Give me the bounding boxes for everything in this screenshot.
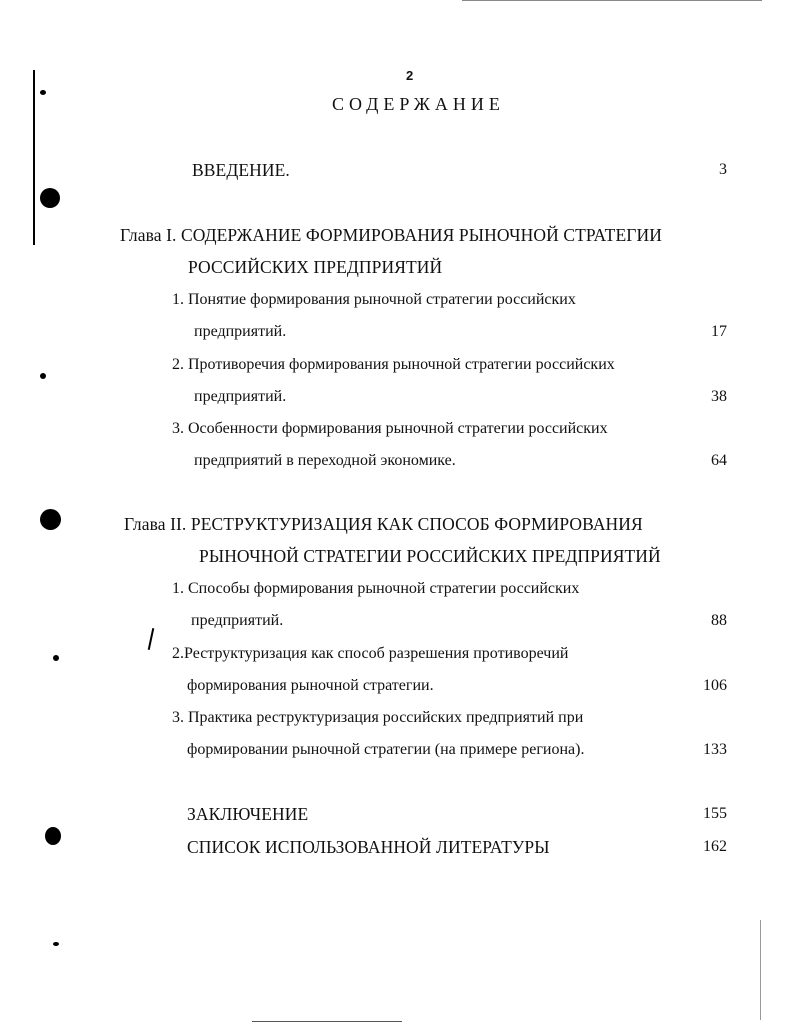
page-title: СОДЕРЖАНИЕ	[332, 94, 505, 114]
toc-section-continued: предприятий.	[194, 388, 287, 405]
toc-section: 2.Реструктуризация как способ разрешения противоречий	[172, 645, 569, 662]
chapter-heading-continued: РЫНОЧНОЙ СТРАТЕГИИ РОССИЙСКИХ ПРЕДПРИЯТИЙ	[199, 546, 661, 566]
scan-right-line	[760, 920, 761, 1020]
toc-page-number: 106	[703, 677, 727, 694]
toc-section: 3. Особенности формирования рыночной стратегии российских	[172, 420, 608, 437]
toc-page-number: 133	[703, 741, 727, 758]
chapter-heading-continued: РОССИЙСКИХ ПРЕДПРИЯТИЙ	[188, 257, 443, 277]
toc-page-number: 64	[711, 452, 727, 469]
chapter-heading: Глава II. РЕСТРУКТУРИЗАЦИЯ КАК СПОСОБ ФОРМИРОВАНИЯ	[124, 514, 643, 534]
toc-page-number: 3	[719, 161, 727, 178]
scan-top-line	[462, 0, 762, 1]
toc-page-number: 38	[711, 388, 727, 405]
toc-section: 1. Способы формирования рыночной стратегии российских	[172, 580, 580, 597]
scan-speck	[40, 90, 46, 95]
pencil-mark	[148, 628, 155, 650]
toc-introduction: ВВЕДЕНИЕ.	[192, 160, 290, 180]
toc-page-number: 17	[711, 323, 727, 340]
toc-section-continued: формировании рыночной стратегии (на примере региона).	[187, 741, 585, 758]
punch-hole-mark	[40, 188, 60, 208]
toc-section: 3. Практика реструктуризация российских предприятий при	[172, 709, 584, 726]
toc-section-continued: предприятий в переходной экономике.	[194, 452, 456, 469]
scan-speck	[40, 373, 46, 379]
punch-hole-mark	[40, 509, 61, 530]
page-number: 2	[406, 68, 414, 83]
chapter-heading: Глава I. СОДЕРЖАНИЕ ФОРМИРОВАНИЯ РЫНОЧНОЙ СТРАТЕГИИ	[120, 225, 662, 245]
punch-hole-mark	[45, 827, 61, 845]
scan-speck	[53, 942, 59, 946]
toc-section-continued: предприятий.	[191, 612, 284, 629]
toc-page-number: 162	[703, 838, 727, 855]
toc-bibliography: СПИСОК ИСПОЛЬЗОВАННОЙ ЛИТЕРАТУРЫ	[187, 837, 550, 857]
toc-page-number: 88	[711, 612, 727, 629]
toc-section: 2. Противоречия формирования рыночной стратегии российских	[172, 356, 615, 373]
toc-conclusion: ЗАКЛЮЧЕНИЕ	[187, 804, 309, 824]
scan-speck	[53, 655, 59, 661]
scan-edge-line	[33, 70, 35, 245]
toc-section-continued: формирования рыночной стратегии.	[187, 677, 434, 694]
toc-section-continued: предприятий.	[194, 323, 287, 340]
toc-page-number: 155	[703, 805, 727, 822]
toc-section: 1. Понятие формирования рыночной стратегии российских	[172, 291, 576, 308]
scan-bottom-line	[252, 1021, 402, 1022]
